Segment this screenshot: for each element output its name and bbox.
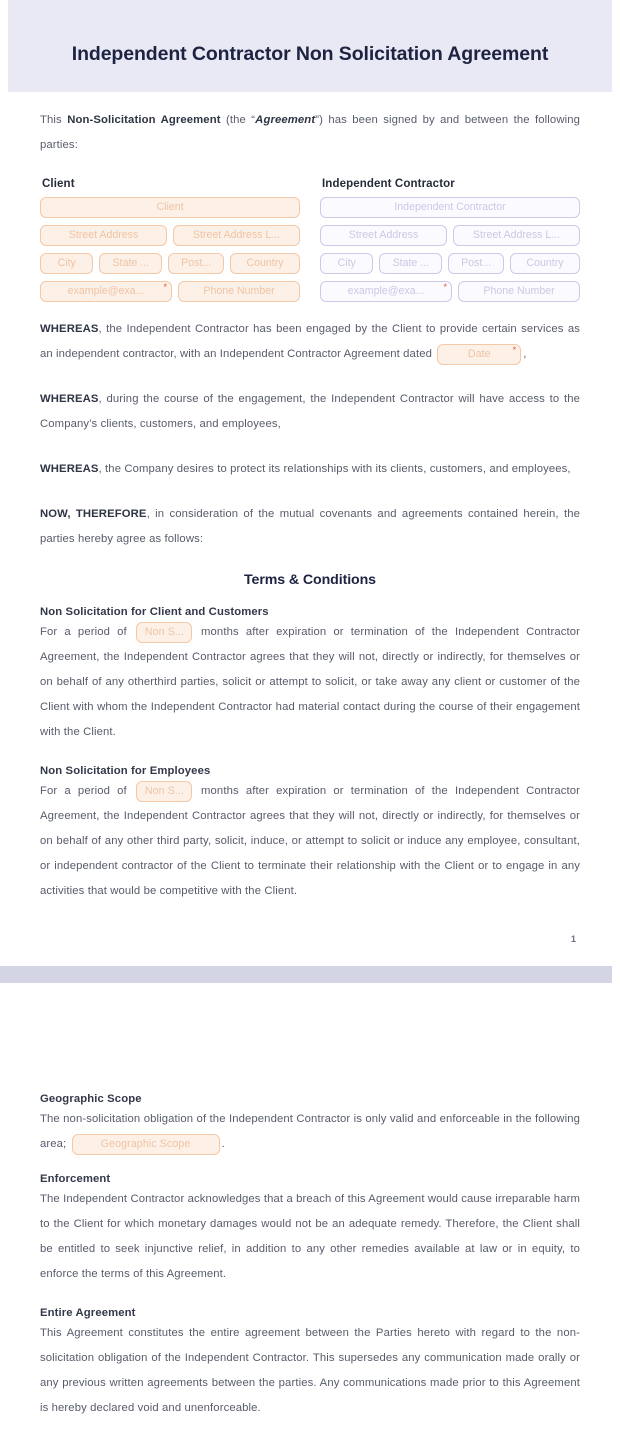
contractor-email-placeholder: example@exa... <box>347 285 425 298</box>
recital-1-label: WHEREAS <box>40 323 99 336</box>
recital-4 <box>40 502 580 552</box>
clause-body-non-solicitation-clients <box>40 620 580 745</box>
contractor-street-row <box>320 225 580 246</box>
client-name-input[interactable]: Client <box>40 197 300 218</box>
client-country-input[interactable]: Country <box>230 253 300 274</box>
recital-3-text: , the Company desires to protect its relationships with its clients, customers, and employees, <box>98 463 571 476</box>
page-separator <box>0 966 612 983</box>
intro-italic-term: Agreement <box>255 114 316 127</box>
recital-1-text-b: , <box>523 348 527 361</box>
contractor-city-input[interactable]: City <box>320 253 373 274</box>
recital-1 <box>40 317 580 367</box>
required-asterisk-icon: * <box>512 344 517 355</box>
intro-paragraph <box>40 108 580 158</box>
client-name-row <box>40 197 300 218</box>
clause3-text-b: . <box>221 1138 225 1151</box>
clause-title-non-solicitation-employees: Non Solicitation for Employees <box>40 765 211 778</box>
client-street-address-input[interactable]: Street Address <box>40 225 167 246</box>
recital-1-text-a: , the Independent Contractor has been engaged by the Client to provide certain services as an independent contractor, with an Independent Contractor Agreement dated <box>40 323 580 361</box>
clause1-text-b: months after expiration or termination of the Independent Contractor Agreement, the Independent Contractor agrees that they will not, directly or indirectly, for themselves or on behalf of any otherthird parties, solicit or attempt to solicit, or take away any client or customer of the Client with whom the Independent Contractor had material contact during the course of their engagement with the Client. <box>40 626 580 739</box>
document-page-2 <box>0 983 620 1421</box>
recital-2-text: , during the course of the engagement, the Independent Contractor will have access to the Company’s clients, customers, and employees, <box>40 393 580 431</box>
recital-3-label: WHEREAS <box>40 463 99 476</box>
recital-4-label: NOW, THEREFORE <box>40 508 147 521</box>
client-city-input[interactable]: City <box>40 253 93 274</box>
clause-body-enforcement: The Independent Contractor acknowledges that a breach of this Agreement would cause irreparable harm to the Client for which monetary damages would not be an adequate remedy. Therefore, the Client shall be entitled to seek injunctive relief, in addition to any other remedies available at law or in equity, to enforce the terms of this Agreement. <box>40 1193 580 1281</box>
contractor-name-input[interactable]: Independent Contractor <box>320 197 580 218</box>
client-locality-row <box>40 253 300 274</box>
contractor-heading: Independent Contractor <box>322 178 455 191</box>
contractor-state-input[interactable]: State ... <box>379 253 442 274</box>
page-1-footer <box>8 924 612 966</box>
recital-3 <box>40 457 580 482</box>
contractor-contact-row <box>320 281 580 302</box>
intro-mid2: ”) has been signed by and between the following parties: <box>40 114 581 152</box>
client-phone-input[interactable]: Phone Number <box>178 281 300 302</box>
contractor-postal-code-input[interactable]: Post... <box>448 253 504 274</box>
clause1-period-months-input[interactable]: Non S... <box>136 622 192 643</box>
clause-body-entire-agreement: This Agreement constitutes the entire agreement between the Parties hereto with regard to the non-solicitation obligation of the Independent Contractor. This supersedes any communication made orally or any previous written agreements between the parties. Any communications made prior to this Agreement is hereby declared void and unenforceable. <box>40 1327 580 1415</box>
recital-2-label: WHEREAS <box>40 393 99 406</box>
page-1-body <box>8 92 612 904</box>
clause-body-geographic-scope <box>40 1107 580 1157</box>
terms-section-heading: Terms & Conditions <box>244 572 376 589</box>
clause-title-geographic-scope: Geographic Scope <box>40 1093 142 1106</box>
contractor-country-input[interactable]: Country <box>510 253 580 274</box>
contractor-street-address-line2-input[interactable]: Street Address L... <box>453 225 580 246</box>
parties-block <box>40 178 580 309</box>
clause3-text-a: The non-solicitation obligation of the Independent Contractor is only valid and enforceable in the following area; <box>40 1113 580 1151</box>
client-party-column <box>40 178 300 309</box>
required-asterisk-icon: * <box>163 282 168 293</box>
clause2-period-months-input[interactable]: Non S... <box>136 781 192 802</box>
intro-mid: (the “ <box>220 114 256 127</box>
contractor-email-input[interactable] <box>320 281 452 302</box>
client-contact-row <box>40 281 300 302</box>
client-street-address-line2-input[interactable]: Street Address L... <box>173 225 300 246</box>
page-title: Independent Contractor Non Solicitation Agreement <box>71 43 549 65</box>
clause1-text-a: For a period of <box>40 626 134 639</box>
clause-title-entire-agreement: Entire Agreement <box>40 1307 136 1320</box>
contractor-party-column <box>320 178 580 309</box>
client-street-row <box>40 225 300 246</box>
client-email-input[interactable] <box>40 281 172 302</box>
recital-4-text: , in consideration of the mutual covenants and agreements contained herein, the parties hereby agree as follows: <box>40 508 581 546</box>
document-title-band <box>8 0 612 92</box>
agreement-date-input[interactable] <box>437 344 521 365</box>
client-email-placeholder: example@exa... <box>67 285 145 298</box>
required-asterisk-icon: * <box>443 282 448 293</box>
recital-2 <box>40 387 580 437</box>
geographic-scope-input[interactable]: Geographic Scope <box>72 1134 220 1155</box>
agreement-date-placeholder: Date <box>467 347 491 360</box>
intro-bold-term: Non-Solicitation Agreement <box>67 114 221 127</box>
clause2-text-a: For a period of <box>40 785 134 798</box>
clause-title-non-solicitation-clients: Non Solicitation for Client and Customers <box>40 606 269 619</box>
clause-body-non-solicitation-employees <box>40 779 580 904</box>
client-state-input[interactable]: State ... <box>99 253 162 274</box>
contractor-locality-row <box>320 253 580 274</box>
client-postal-code-input[interactable]: Post... <box>168 253 224 274</box>
page-number: 1 <box>570 934 576 945</box>
contractor-street-address-input[interactable]: Street Address <box>320 225 447 246</box>
client-heading: Client <box>42 178 75 191</box>
clause-title-enforcement: Enforcement <box>40 1173 111 1186</box>
clause2-text-b: months after expiration or termination of the Independent Contractor Agreement, the Independent Contractor agrees that they will not, directly or indirectly, for themselves or on behalf of any other third party, solicit, induce, or attempt to solicit or induce any employee, consultant, or independent contractor of the Client to terminate their relationship with the Client or to engage in any activities that would be competitive with the Client. <box>40 785 580 898</box>
intro-prefix: This <box>40 114 68 127</box>
page-2-body <box>8 983 612 1421</box>
contractor-phone-input[interactable]: Phone Number <box>458 281 580 302</box>
contractor-name-row <box>320 197 580 218</box>
